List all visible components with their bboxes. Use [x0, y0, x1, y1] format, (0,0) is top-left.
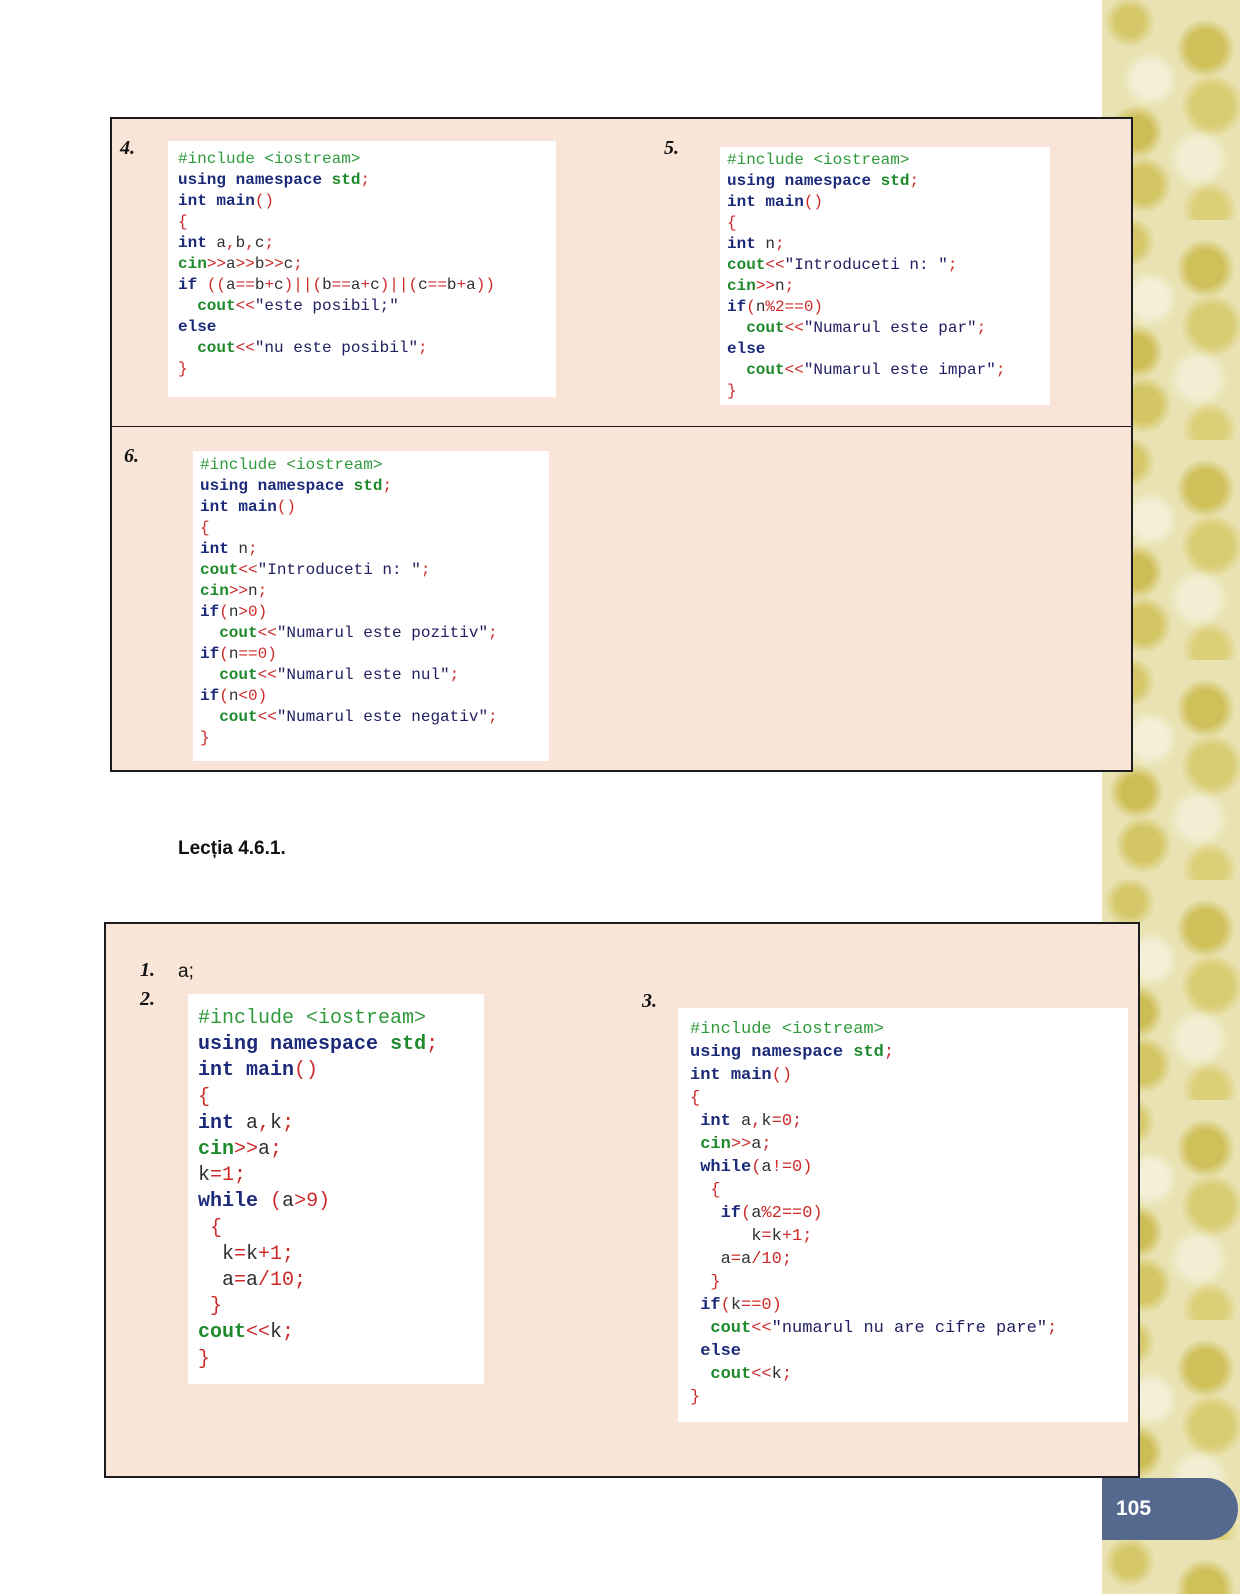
code-line: cout<<"Numarul este nul";	[219, 666, 460, 684]
code-line: cout<<"numarul nu are cifre pare";	[710, 1319, 1058, 1338]
code-line: int a,k=0;	[700, 1112, 803, 1131]
code-line: if(a%2==0)	[720, 1204, 823, 1223]
exercise-number-4: 4.	[120, 137, 135, 159]
code-line: int main()	[690, 1066, 793, 1085]
code-line: else	[178, 318, 217, 336]
code-line: int main()	[727, 193, 824, 211]
panel-divider	[112, 426, 1131, 427]
code-line: cout<<"Introduceti n: ";	[727, 256, 958, 274]
answers-panel-bottom	[104, 922, 1140, 1478]
code-line: using namespace std;	[178, 171, 371, 189]
code-line: {	[198, 1085, 211, 1109]
code-line: a=a/10;	[690, 1250, 793, 1269]
code-line: using namespace std;	[690, 1043, 895, 1062]
code-line: cin>>a;	[198, 1138, 283, 1162]
code-line: {	[200, 519, 210, 537]
code-line: while(a!=0)	[700, 1158, 813, 1177]
exercise-number-5: 5.	[664, 137, 679, 159]
code-line: int main()	[200, 498, 297, 516]
code-line: #include <iostream>	[198, 1007, 427, 1030]
code-line: int a,k;	[198, 1111, 295, 1135]
page-number: 105	[1102, 1478, 1238, 1540]
code-line: {	[710, 1181, 721, 1200]
code-block-ex6	[193, 451, 549, 761]
code-line: #include <iostream>	[690, 1020, 884, 1039]
code-line: using namespace std;	[200, 477, 393, 495]
code-line: if(n>0)	[200, 603, 268, 621]
code-line: cout<<"este posibil;"	[197, 297, 399, 315]
code-line: if(n<0)	[200, 687, 268, 705]
code-line: cin>>a>>b>>c;	[178, 255, 303, 273]
answers-panel-top	[110, 117, 1133, 772]
code-line: cout<<"Numarul este negativ";	[219, 708, 498, 726]
code-line: if(n%2==0)	[727, 298, 824, 316]
code-line: if(k==0)	[700, 1296, 782, 1315]
code-line: }	[200, 729, 210, 747]
code-line: #include <iostream>	[200, 456, 383, 474]
code-line: cin>>n;	[727, 277, 795, 295]
code-line: {	[210, 1216, 223, 1240]
code-line: }	[727, 382, 737, 400]
code-line: #include <iostream>	[727, 151, 910, 169]
code-block-ex3	[678, 1008, 1128, 1422]
code-line: {	[178, 213, 188, 231]
code-line: a=a/10;	[198, 1269, 307, 1293]
code-line: using namespace std;	[198, 1033, 439, 1057]
code-line: if(n==0)	[200, 645, 277, 663]
code-line: cin>>n;	[200, 582, 268, 600]
code-line: int n;	[727, 235, 785, 253]
exercise-number-3: 3.	[642, 990, 657, 1012]
code-line: #include <iostream>	[178, 150, 361, 168]
code-line: cout<<k;	[198, 1321, 295, 1345]
code-line: int a,b,c;	[178, 234, 275, 252]
code-line: }	[710, 1273, 721, 1292]
code-line: else	[727, 340, 766, 358]
code-block-ex5	[720, 147, 1050, 405]
code-line: {	[690, 1089, 701, 1108]
code-line: k=1;	[198, 1164, 247, 1188]
code-block-ex4	[168, 141, 556, 397]
code-line: cout<<"Introduceti n: ";	[200, 561, 431, 579]
code-line: cin>>a;	[700, 1135, 772, 1154]
code-line: }	[198, 1347, 211, 1371]
code-line: else	[700, 1342, 742, 1361]
code-line: {	[727, 214, 737, 232]
code-line: using namespace std;	[727, 172, 920, 190]
code-line: cout<<"Numarul este impar";	[746, 361, 1006, 379]
code-line: k=k+1;	[198, 1242, 295, 1266]
section-heading: Lecția 4.6.1.	[178, 838, 286, 859]
exercise-number-1: 1.	[140, 959, 155, 981]
code-block-ex2	[188, 994, 484, 1384]
code-line: int n;	[200, 540, 258, 558]
code-line: }	[210, 1295, 223, 1319]
code-line: if ((a==b+c)||(b==a+c)||(c==b+a))	[178, 276, 495, 294]
exercise-number-2: 2.	[140, 988, 155, 1010]
code-line: cout<<"Numarul este par";	[746, 319, 987, 337]
code-line: k=k+1;	[690, 1227, 813, 1246]
code-line: }	[690, 1388, 701, 1407]
code-line: cout<<"Numarul este pozitiv";	[219, 624, 498, 642]
code-line: while (a>9)	[198, 1190, 331, 1214]
exercise-number-6: 6.	[124, 445, 139, 467]
code-line: }	[178, 360, 188, 378]
code-line: cout<<"nu este posibil";	[197, 339, 428, 357]
code-line: int main()	[198, 1059, 319, 1083]
code-line: cout<<k;	[710, 1365, 793, 1384]
exercise-1-answer: a;	[178, 961, 194, 982]
code-line: int main()	[178, 192, 275, 210]
